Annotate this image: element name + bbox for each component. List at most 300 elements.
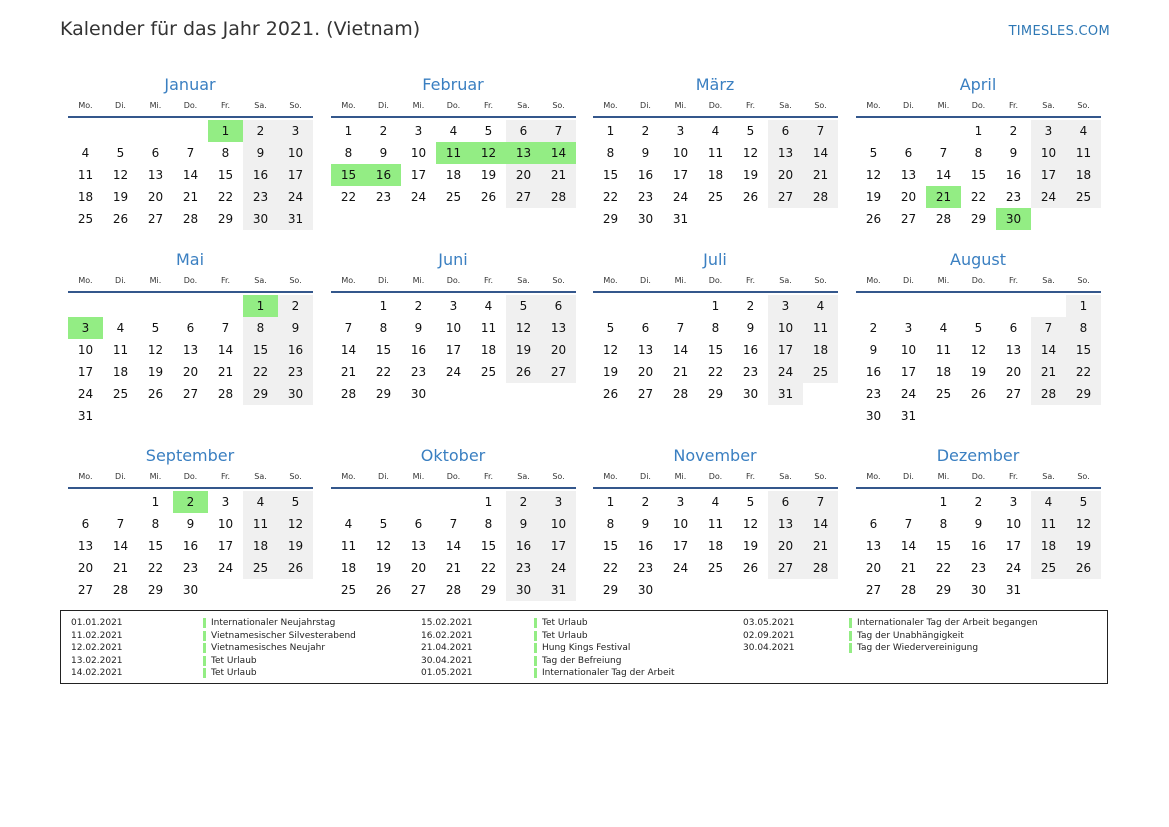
month-name: Oktober bbox=[420, 446, 486, 465]
day-cell: 26 bbox=[742, 561, 759, 575]
day-cell: 1 bbox=[711, 299, 720, 313]
weekday-label: So. bbox=[289, 276, 302, 285]
day-cell: 4 bbox=[711, 495, 720, 509]
day-cell: 26 bbox=[147, 387, 164, 401]
weekday-label: So. bbox=[814, 101, 827, 110]
day-cell: 8 bbox=[221, 146, 230, 160]
day-cell: 10 bbox=[541, 513, 576, 535]
day-cell: 9 bbox=[506, 513, 541, 535]
day-cell: 27 bbox=[410, 583, 427, 597]
day-cell: 22 bbox=[147, 561, 164, 575]
day-cell: 11 bbox=[1031, 513, 1066, 535]
holiday-name: Internationaler Tag der Arbeit begangen bbox=[857, 618, 1038, 628]
day-cell: 12 bbox=[970, 343, 987, 357]
weekday-label: Sa. bbox=[254, 101, 267, 110]
day-cell: 10 bbox=[768, 317, 803, 339]
holiday-name: Tet Urlaub bbox=[211, 655, 257, 666]
holiday-day-cell: 12 bbox=[471, 142, 506, 164]
weekday-label: Mi. bbox=[674, 101, 687, 110]
weekday-label: Mo. bbox=[866, 472, 881, 481]
month-name: Mai bbox=[175, 250, 205, 269]
weekday-label: Di. bbox=[640, 276, 651, 285]
weekday-label: Mi. bbox=[674, 472, 687, 481]
weekday-label: Do. bbox=[708, 276, 723, 285]
day-cell: 9 bbox=[379, 146, 388, 160]
day-cell: 26 bbox=[480, 190, 497, 204]
day-cell: 31 bbox=[77, 409, 94, 423]
day-cell: 11 bbox=[803, 317, 838, 339]
weekday-label: Sa. bbox=[254, 472, 267, 481]
day-cell: 25 bbox=[112, 387, 129, 401]
day-cell: 22 bbox=[602, 190, 619, 204]
day-cell: 17 bbox=[768, 339, 803, 361]
day-cell: 16 bbox=[637, 168, 654, 182]
empty-cell bbox=[401, 491, 436, 513]
weekday-label: Sa. bbox=[779, 101, 792, 110]
empty-cell bbox=[173, 120, 208, 142]
day-cell: 18 bbox=[1031, 535, 1066, 557]
weekday-label: Fr. bbox=[483, 472, 494, 481]
day-cell: 7 bbox=[939, 146, 948, 160]
weekday-label: Mi. bbox=[674, 276, 687, 285]
holiday-day-cell: 2 bbox=[173, 491, 208, 513]
month-name: April bbox=[959, 75, 997, 94]
day-cell: 5 bbox=[1066, 491, 1101, 513]
day-cell: 17 bbox=[410, 168, 427, 182]
day-cell: 19 bbox=[375, 561, 392, 575]
weekday-label: Fr. bbox=[1008, 276, 1019, 285]
day-cell: 4 bbox=[116, 321, 125, 335]
empty-cell bbox=[593, 295, 628, 317]
day-cell: 26 bbox=[506, 361, 541, 383]
day-cell: 14 bbox=[340, 343, 357, 357]
month-block bbox=[856, 445, 1101, 601]
day-cell: 6 bbox=[869, 517, 878, 531]
day-cell: 9 bbox=[186, 517, 195, 531]
holiday-date: 12.02.2021 bbox=[71, 643, 123, 653]
day-grid bbox=[856, 120, 1101, 230]
day-cell: 6 bbox=[768, 491, 803, 513]
weekday-header bbox=[68, 96, 313, 118]
day-cell: 28 bbox=[803, 186, 838, 208]
day-cell: 18 bbox=[243, 535, 278, 557]
weekday-header bbox=[593, 96, 838, 118]
day-cell: 21 bbox=[900, 561, 917, 575]
day-cell: 16 bbox=[865, 365, 882, 379]
day-cell: 29 bbox=[935, 583, 952, 597]
month-name: Dezember bbox=[936, 446, 1020, 465]
day-cell: 13 bbox=[182, 343, 199, 357]
empty-cell bbox=[996, 295, 1031, 317]
holiday-date: 21.04.2021 bbox=[421, 643, 473, 653]
holiday-day-cell: 3 bbox=[68, 317, 103, 339]
day-cell: 13 bbox=[541, 317, 576, 339]
day-cell: 16 bbox=[182, 539, 199, 553]
day-cell: 20 bbox=[182, 365, 199, 379]
day-grid bbox=[593, 491, 838, 601]
holiday-name: Vietnamesisches Neujahr bbox=[211, 643, 326, 653]
day-cell: 11 bbox=[707, 146, 724, 160]
empty-cell bbox=[331, 491, 366, 513]
month-name: Januar bbox=[164, 75, 216, 94]
day-cell: 8 bbox=[379, 321, 388, 335]
day-cell: 16 bbox=[243, 164, 278, 186]
day-cell: 4 bbox=[1066, 120, 1101, 142]
weekday-label: Do. bbox=[446, 101, 461, 110]
day-cell: 27 bbox=[768, 186, 803, 208]
day-cell: 17 bbox=[1005, 539, 1022, 553]
day-cell: 15 bbox=[217, 168, 234, 182]
holiday-day-cell: 11 bbox=[436, 142, 471, 164]
day-cell: 15 bbox=[970, 168, 987, 182]
day-cell: 29 bbox=[217, 212, 234, 226]
holiday-day-cell: 14 bbox=[541, 142, 576, 164]
day-cell: 12 bbox=[506, 317, 541, 339]
weekday-label: Fr. bbox=[1008, 101, 1019, 110]
empty-cell bbox=[366, 491, 401, 513]
day-cell: 5 bbox=[379, 517, 388, 531]
day-cell: 7 bbox=[449, 517, 458, 531]
day-cell: 12 bbox=[112, 168, 129, 182]
empty-cell bbox=[891, 491, 926, 513]
day-cell: 20 bbox=[900, 190, 917, 204]
weekday-label: Mo. bbox=[603, 101, 618, 110]
day-cell: 11 bbox=[707, 517, 724, 531]
day-cell: 17 bbox=[278, 164, 313, 186]
day-cell: 9 bbox=[641, 517, 650, 531]
weekday-label: Di. bbox=[115, 101, 126, 110]
month-block bbox=[331, 445, 576, 601]
weekday-label: Sa. bbox=[1042, 101, 1055, 110]
day-cell: 11 bbox=[112, 343, 129, 357]
day-cell: 24 bbox=[541, 557, 576, 579]
day-cell: 15 bbox=[602, 539, 619, 553]
day-cell: 1 bbox=[606, 124, 615, 138]
day-cell: 27 bbox=[637, 387, 654, 401]
day-cell: 31 bbox=[900, 409, 917, 423]
day-cell: 26 bbox=[742, 190, 759, 204]
holiday-name: Tag der Wiedervereinigung bbox=[857, 643, 979, 653]
weekday-label: Di. bbox=[903, 472, 914, 481]
day-cell: 26 bbox=[970, 387, 987, 401]
day-cell: 21 bbox=[217, 365, 234, 379]
day-cell: 23 bbox=[182, 561, 199, 575]
day-cell: 17 bbox=[217, 539, 234, 553]
day-cell: 5 bbox=[278, 491, 313, 513]
day-cell: 22 bbox=[340, 190, 357, 204]
day-cell: 16 bbox=[742, 343, 759, 357]
day-cell: 20 bbox=[506, 164, 541, 186]
month-name: Juni bbox=[438, 250, 468, 269]
holiday-marker bbox=[534, 643, 537, 653]
holiday-marker bbox=[203, 656, 206, 666]
weekday-label: Do. bbox=[183, 101, 198, 110]
day-cell: 10 bbox=[1031, 142, 1066, 164]
weekday-label: Do. bbox=[708, 101, 723, 110]
day-cell: 4 bbox=[484, 299, 493, 313]
weekday-label: Do. bbox=[708, 472, 723, 481]
weekday-label: Fr. bbox=[1008, 472, 1019, 481]
day-cell: 6 bbox=[414, 517, 423, 531]
month-block bbox=[593, 74, 838, 230]
day-cell: 30 bbox=[182, 583, 199, 597]
day-cell: 10 bbox=[445, 321, 462, 335]
weekday-header bbox=[331, 96, 576, 118]
day-cell: 8 bbox=[711, 321, 720, 335]
empty-cell bbox=[68, 295, 103, 317]
day-cell: 24 bbox=[1031, 186, 1066, 208]
brand-link[interactable]: TIMESLES.COM bbox=[1008, 24, 1110, 39]
day-cell: 27 bbox=[1005, 387, 1022, 401]
day-cell: 30 bbox=[637, 212, 654, 226]
day-cell: 26 bbox=[278, 557, 313, 579]
day-cell: 2 bbox=[278, 295, 313, 317]
day-cell: 3 bbox=[414, 124, 423, 138]
day-cell: 7 bbox=[116, 517, 125, 531]
day-cell: 14 bbox=[182, 168, 199, 182]
weekday-label: Di. bbox=[903, 101, 914, 110]
day-cell: 24 bbox=[410, 190, 427, 204]
weekday-label: Sa. bbox=[1042, 472, 1055, 481]
day-cell: 7 bbox=[1031, 317, 1066, 339]
day-cell: 6 bbox=[541, 295, 576, 317]
day-cell: 9 bbox=[869, 343, 878, 357]
day-cell: 19 bbox=[602, 365, 619, 379]
day-cell: 29 bbox=[602, 583, 619, 597]
empty-cell bbox=[103, 295, 138, 317]
weekday-label: Sa. bbox=[254, 276, 267, 285]
day-cell: 21 bbox=[672, 365, 689, 379]
weekday-label: So. bbox=[814, 276, 827, 285]
weekday-label: So. bbox=[552, 101, 565, 110]
day-cell: 8 bbox=[606, 146, 615, 160]
day-cell: 25 bbox=[803, 361, 838, 383]
day-cell: 31 bbox=[672, 212, 689, 226]
day-cell: 16 bbox=[637, 539, 654, 553]
day-cell: 23 bbox=[865, 387, 882, 401]
holiday-date: 01.05.2021 bbox=[421, 668, 473, 678]
holiday-marker bbox=[534, 656, 537, 666]
day-cell: 10 bbox=[278, 142, 313, 164]
day-cell: 12 bbox=[742, 517, 759, 531]
day-cell: 16 bbox=[506, 535, 541, 557]
weekday-label: Do. bbox=[183, 276, 198, 285]
day-cell: 10 bbox=[410, 146, 427, 160]
day-cell: 28 bbox=[182, 212, 199, 226]
day-cell: 31 bbox=[1005, 583, 1022, 597]
day-cell: 23 bbox=[506, 557, 541, 579]
day-cell: 30 bbox=[637, 583, 654, 597]
weekday-label: Mi. bbox=[149, 472, 162, 481]
weekday-label: Mi. bbox=[937, 101, 950, 110]
day-cell: 19 bbox=[742, 539, 759, 553]
day-cell: 14 bbox=[935, 168, 952, 182]
day-cell: 23 bbox=[1005, 190, 1022, 204]
weekday-label: Do. bbox=[971, 101, 986, 110]
day-cell: 7 bbox=[803, 491, 838, 513]
day-cell: 28 bbox=[445, 583, 462, 597]
empty-cell bbox=[103, 120, 138, 142]
day-cell: 7 bbox=[541, 120, 576, 142]
day-cell: 9 bbox=[278, 317, 313, 339]
day-cell: 29 bbox=[147, 583, 164, 597]
day-cell: 19 bbox=[480, 168, 497, 182]
day-cell: 29 bbox=[480, 583, 497, 597]
weekday-label: Mo. bbox=[78, 276, 93, 285]
day-cell: 8 bbox=[151, 517, 160, 531]
day-cell: 16 bbox=[278, 339, 313, 361]
empty-cell bbox=[68, 491, 103, 513]
day-cell: 21 bbox=[803, 535, 838, 557]
holiday-date: 03.05.2021 bbox=[743, 618, 795, 628]
holiday-name: Internationaler Neujahrstag bbox=[211, 618, 336, 628]
day-cell: 30 bbox=[410, 387, 427, 401]
day-cell: 6 bbox=[506, 120, 541, 142]
day-cell: 17 bbox=[77, 365, 94, 379]
day-cell: 27 bbox=[147, 212, 164, 226]
day-cell: 30 bbox=[742, 387, 759, 401]
day-cell: 7 bbox=[904, 517, 913, 531]
day-cell: 31 bbox=[541, 579, 576, 601]
weekday-label: So. bbox=[289, 472, 302, 481]
day-cell: 12 bbox=[602, 343, 619, 357]
day-cell: 27 bbox=[506, 186, 541, 208]
day-cell: 22 bbox=[243, 361, 278, 383]
empty-cell bbox=[891, 295, 926, 317]
weekday-label: Mi. bbox=[937, 276, 950, 285]
day-grid bbox=[856, 295, 1101, 427]
weekday-label: Mo. bbox=[78, 472, 93, 481]
day-cell: 5 bbox=[869, 146, 878, 160]
day-cell: 28 bbox=[217, 387, 234, 401]
weekday-label: Mo. bbox=[341, 101, 356, 110]
day-cell: 19 bbox=[147, 365, 164, 379]
day-cell: 12 bbox=[278, 513, 313, 535]
day-cell: 13 bbox=[900, 168, 917, 182]
day-cell: 5 bbox=[974, 321, 983, 335]
empty-cell bbox=[891, 120, 926, 142]
weekday-label: Di. bbox=[640, 101, 651, 110]
day-cell: 10 bbox=[77, 343, 94, 357]
day-cell: 29 bbox=[243, 383, 278, 405]
day-cell: 3 bbox=[541, 491, 576, 513]
weekday-label: Mo. bbox=[866, 276, 881, 285]
month-block bbox=[68, 249, 313, 427]
day-cell: 5 bbox=[506, 295, 541, 317]
day-cell: 11 bbox=[243, 513, 278, 535]
day-cell: 2 bbox=[746, 299, 755, 313]
holiday-date: 02.09.2021 bbox=[743, 630, 795, 641]
holiday-day-cell: 21 bbox=[926, 186, 961, 208]
holiday-day-cell: 30 bbox=[996, 208, 1031, 230]
day-cell: 18 bbox=[445, 168, 462, 182]
day-cell: 1 bbox=[939, 495, 948, 509]
day-cell: 22 bbox=[970, 190, 987, 204]
page-title: Kalender für das Jahr 2021. (Vietnam) bbox=[60, 18, 421, 40]
day-cell: 24 bbox=[77, 387, 94, 401]
day-cell: 6 bbox=[641, 321, 650, 335]
day-cell: 25 bbox=[935, 387, 952, 401]
day-cell: 9 bbox=[414, 321, 423, 335]
weekday-label: Do. bbox=[446, 276, 461, 285]
holiday-marker bbox=[203, 631, 206, 641]
day-cell: 6 bbox=[186, 321, 195, 335]
month-block bbox=[68, 445, 313, 601]
day-cell: 15 bbox=[707, 343, 724, 357]
weekday-label: Di. bbox=[378, 472, 389, 481]
month-name: November bbox=[673, 446, 757, 465]
day-cell: 27 bbox=[768, 557, 803, 579]
day-grid bbox=[593, 295, 838, 405]
day-cell: 7 bbox=[676, 321, 685, 335]
day-cell: 19 bbox=[865, 190, 882, 204]
weekday-label: Mo. bbox=[341, 276, 356, 285]
day-cell: 6 bbox=[768, 120, 803, 142]
day-cell: 2 bbox=[974, 495, 983, 509]
day-cell: 18 bbox=[707, 168, 724, 182]
weekday-header bbox=[68, 467, 313, 489]
day-cell: 13 bbox=[865, 539, 882, 553]
day-cell: 26 bbox=[375, 583, 392, 597]
day-cell: 3 bbox=[676, 124, 685, 138]
holiday-name: Tet Urlaub bbox=[542, 630, 588, 641]
day-grid bbox=[68, 120, 313, 230]
day-cell: 22 bbox=[217, 190, 234, 204]
day-cell: 21 bbox=[340, 365, 357, 379]
weekday-label: Mi. bbox=[937, 472, 950, 481]
day-cell: 19 bbox=[506, 339, 541, 361]
day-cell: 25 bbox=[1031, 557, 1066, 579]
empty-cell bbox=[208, 295, 243, 317]
day-cell: 12 bbox=[865, 168, 882, 182]
day-cell: 12 bbox=[147, 343, 164, 357]
day-cell: 2 bbox=[641, 124, 650, 138]
day-cell: 22 bbox=[602, 561, 619, 575]
empty-cell bbox=[856, 491, 891, 513]
holiday-name: Hung Kings Festival bbox=[542, 643, 631, 653]
day-cell: 9 bbox=[641, 146, 650, 160]
day-cell: 30 bbox=[243, 208, 278, 230]
day-cell: 14 bbox=[217, 343, 234, 357]
weekday-label: Mi. bbox=[412, 101, 425, 110]
empty-cell bbox=[68, 120, 103, 142]
weekday-label: Fr. bbox=[220, 101, 231, 110]
holiday-date: 14.02.2021 bbox=[71, 668, 123, 678]
weekday-label: Sa. bbox=[779, 276, 792, 285]
day-cell: 15 bbox=[375, 343, 392, 357]
holiday-marker bbox=[849, 618, 852, 628]
weekday-label: Di. bbox=[378, 101, 389, 110]
holiday-date: 01.01.2021 bbox=[71, 618, 123, 628]
day-cell: 14 bbox=[900, 539, 917, 553]
day-cell: 23 bbox=[742, 365, 759, 379]
day-cell: 23 bbox=[637, 190, 654, 204]
weekday-header bbox=[856, 467, 1101, 489]
day-cell: 27 bbox=[865, 583, 882, 597]
day-cell: 17 bbox=[672, 539, 689, 553]
day-cell: 22 bbox=[707, 365, 724, 379]
weekday-label: Fr. bbox=[745, 101, 756, 110]
day-cell: 25 bbox=[77, 212, 94, 226]
day-cell: 29 bbox=[602, 212, 619, 226]
day-cell: 28 bbox=[112, 583, 129, 597]
day-cell: 20 bbox=[541, 339, 576, 361]
empty-cell bbox=[138, 295, 173, 317]
month-name: Juli bbox=[703, 250, 727, 269]
day-cell: 13 bbox=[768, 142, 803, 164]
weekday-label: Mo. bbox=[341, 472, 356, 481]
day-cell: 9 bbox=[974, 517, 983, 531]
